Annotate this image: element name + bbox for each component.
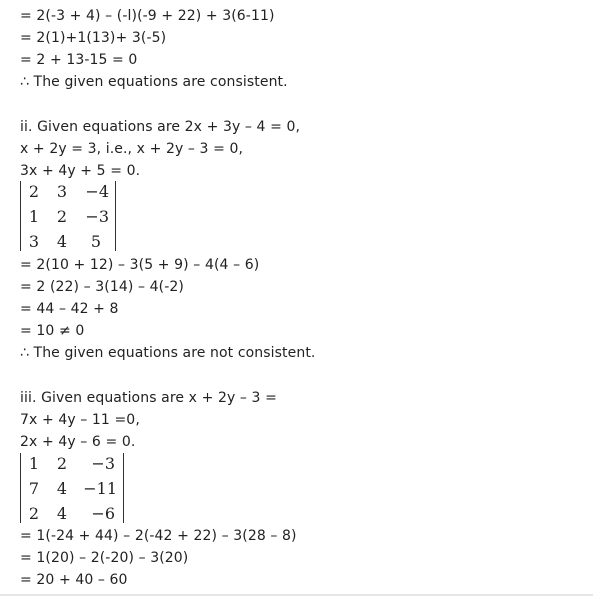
determinant-cell: 3	[28, 232, 39, 251]
determinant-cell: 4	[56, 504, 67, 523]
part3-determinant	[20, 453, 124, 523]
determinant-cell: −3	[91, 454, 115, 473]
part2-step-2: = 2 (22) – 3(14) – 4(-2)	[20, 279, 184, 295]
part3-determinant-row-3	[21, 503, 123, 525]
part2-determinant-row-2	[21, 206, 115, 228]
determinant-cell: 2	[28, 182, 39, 201]
determinant-cell: −6	[91, 504, 115, 523]
determinant-cell: 1	[28, 207, 39, 226]
determinant-cell: −3	[85, 207, 109, 226]
determinant-cell: 5	[90, 232, 101, 251]
part2-step-4: = 10 ≠ 0	[20, 323, 85, 339]
part2-determinant	[20, 181, 116, 251]
part2-step-1: = 2(10 + 12) – 3(5 + 9) – 4(4 – 6)	[20, 257, 260, 273]
part3-step-3: = 20 + 40 – 60	[20, 572, 128, 588]
part3-intro: iii. Given equations are x + 2y – 3 =	[20, 390, 277, 406]
part3-step-2: = 1(20) – 2(-20) – 3(20)	[20, 550, 189, 566]
part2-equation-3: 3x + 4y + 5 = 0.	[20, 163, 141, 179]
determinant-cell: 7	[28, 479, 39, 498]
determinant-cell: 4	[56, 479, 67, 498]
part1-conclusion: ∴ The given equations are consistent.	[20, 74, 288, 90]
part1-step-line-3: = 2 + 13-15 = 0	[20, 52, 138, 68]
part2-determinant-row-1	[21, 181, 115, 203]
determinant-cell: 2	[28, 504, 39, 523]
determinant-cell: 1	[28, 454, 39, 473]
part2-determinant-row-3	[21, 231, 115, 253]
part2-intro: ii. Given equations are 2x + 3y – 4 = 0,	[20, 119, 301, 135]
determinant-cell: 2	[56, 207, 67, 226]
part3-determinant-row-2	[21, 478, 123, 500]
part3-determinant-row-1	[21, 453, 123, 475]
part1-step-line-2: = 2(1)+1(13)+ 3(-5)	[20, 30, 167, 46]
part3-equation-3: 2x + 4y – 6 = 0.	[20, 434, 136, 450]
determinant-cell: −4	[85, 182, 109, 201]
part2-conclusion: ∴ The given equations are not consistent.	[20, 345, 316, 361]
part3-equation-2: 7x + 4y – 11 =0,	[20, 412, 140, 428]
determinant-cell: 3	[56, 182, 67, 201]
part1-step-line-1: = 2(-3 + 4) – (-l)(-9 + 22) + 3(6-11)	[20, 8, 275, 24]
determinant-cell: 4	[56, 232, 67, 251]
part2-step-3: = 44 – 42 + 8	[20, 301, 119, 317]
determinant-cell: 2	[56, 454, 67, 473]
part2-equation-2: x + 2y = 3, i.e., x + 2y – 3 = 0,	[20, 141, 244, 157]
part3-step-1: = 1(-24 + 44) – 2(-42 + 22) – 3(28 – 8)	[20, 528, 297, 544]
determinant-cell: −11	[83, 479, 117, 498]
